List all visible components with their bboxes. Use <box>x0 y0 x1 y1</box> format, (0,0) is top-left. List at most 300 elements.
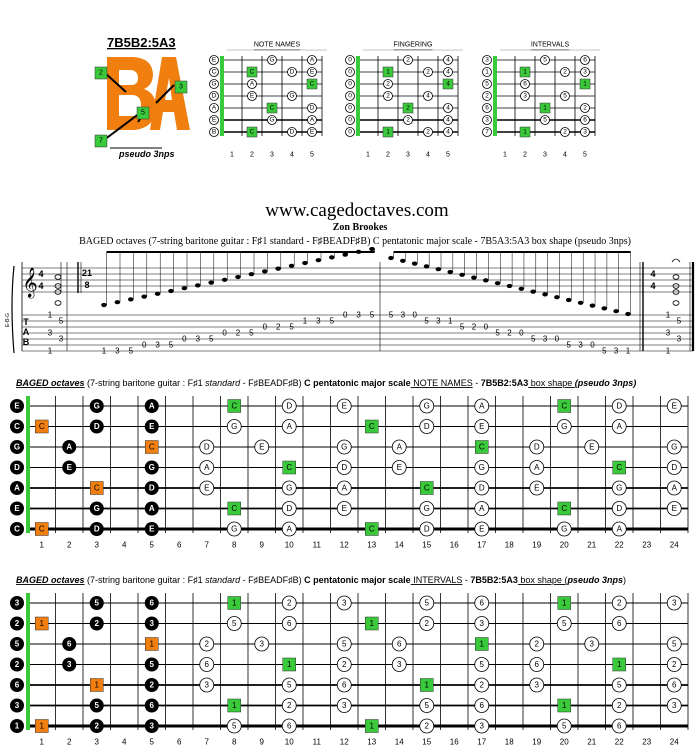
tab-digit: 1 <box>302 316 308 326</box>
note-label: G <box>231 524 238 534</box>
note-label: 6 <box>617 619 622 628</box>
tab-digit: 3 <box>47 328 53 338</box>
note-label: G <box>231 422 238 431</box>
note-label: 2 <box>94 721 99 731</box>
mini-open-label: 5 <box>485 80 489 88</box>
run-note <box>302 261 308 265</box>
tab-digit: 5 <box>329 316 335 326</box>
fretboard-title-part: box shape <box>528 378 575 388</box>
tab-digit: 0 <box>590 340 595 350</box>
mini-note-label: 2 <box>583 104 587 112</box>
run-note <box>115 300 121 304</box>
tab-digit: 0 <box>182 334 187 344</box>
fret-number: 1 <box>39 540 44 550</box>
fret-number: 11 <box>312 540 321 550</box>
note-label: G <box>341 442 348 452</box>
note-label: C <box>561 401 568 411</box>
run-note <box>182 286 188 290</box>
note-label: D <box>341 463 348 472</box>
note-label: E <box>534 483 540 493</box>
note-label: D <box>93 524 100 534</box>
open-string-label: E <box>14 504 20 513</box>
tab-digit: 5 <box>168 340 174 350</box>
note-label: E <box>66 463 72 472</box>
note-label: 1 <box>39 619 44 628</box>
run-note <box>566 298 572 302</box>
fretboard-title <box>16 575 626 585</box>
run-note <box>141 295 147 299</box>
tab-digit: 1 <box>47 346 53 356</box>
fret-number: 1 <box>39 737 44 746</box>
note-label: C <box>286 463 293 472</box>
note-label: D <box>616 401 623 411</box>
time-sig-bottom: 4 <box>650 281 656 291</box>
run-note <box>447 270 453 274</box>
note-label: 3 <box>149 721 154 731</box>
fretboard-title-part: standard <box>205 575 241 585</box>
fret-number: 2 <box>67 737 72 746</box>
run-note <box>208 281 214 285</box>
chord-note <box>673 301 679 306</box>
note-label: 2 <box>479 680 484 690</box>
system-brace <box>12 266 14 353</box>
run-note <box>483 278 489 282</box>
mini-note-label: C <box>269 104 275 112</box>
mini-note-label: 2 <box>406 104 410 112</box>
fret-number: 21 <box>587 737 597 746</box>
note-label: 3 <box>204 680 209 690</box>
run-note <box>554 295 560 299</box>
fretboard-intervals <box>10 575 688 746</box>
fret-number: 8 <box>232 540 237 550</box>
mini-note-label: 2 <box>426 68 430 76</box>
tab-digit: 0 <box>554 334 560 344</box>
open-string-label: 3 <box>14 598 20 608</box>
treble-clef: 𝄞 <box>22 267 38 297</box>
mini-title: FINGERING <box>393 41 433 49</box>
score-notation <box>5 247 693 356</box>
note-label: A <box>148 401 155 411</box>
fret-number: 12 <box>339 737 349 746</box>
run-note <box>530 290 536 294</box>
note-label: A <box>66 442 73 452</box>
note-label: D <box>671 463 678 472</box>
note-label: 6 <box>479 598 484 608</box>
chord-note <box>673 275 679 280</box>
note-label: C <box>93 483 100 493</box>
note-label: 5 <box>232 619 237 628</box>
tab-digit: 3 <box>613 346 619 356</box>
mini-open-label: B <box>211 128 217 136</box>
note-label: 1 <box>287 660 292 669</box>
note-label: C <box>38 524 45 534</box>
fretboard-title-part: (7-string baritone guitar : F♯1 <box>84 575 206 585</box>
mini-note-label: A <box>309 56 315 64</box>
note-label: 3 <box>534 680 539 690</box>
mini-note-label: 2 <box>406 56 410 64</box>
note-label: D <box>533 442 540 452</box>
fret-number: 6 <box>177 540 182 550</box>
author-name: Zon Brookes <box>332 222 388 233</box>
mini-note-label: 1 <box>523 128 527 136</box>
note-label: 5 <box>94 598 99 608</box>
run-note <box>329 255 335 259</box>
note-label: E <box>479 524 485 534</box>
mini-note-label: 3 <box>583 68 587 76</box>
tab-digit: 0 <box>262 322 268 332</box>
tab-digit: 1 <box>47 310 53 320</box>
tab-digit: 3 <box>356 310 361 320</box>
note-label: 2 <box>204 639 209 649</box>
time-sig-top: 4 <box>38 269 44 279</box>
note-label: 6 <box>534 660 539 669</box>
open-string-label: 2 <box>14 660 20 669</box>
tuning-label: E-B-G <box>5 313 11 327</box>
run-note <box>625 312 631 316</box>
note-label: A <box>341 483 347 493</box>
note-label: 5 <box>479 660 484 669</box>
note-label: 6 <box>149 598 154 608</box>
note-label: A <box>671 483 677 493</box>
fret-number: 9 <box>259 737 264 746</box>
note-label: E <box>341 401 347 411</box>
logo-badge-label: 2 <box>99 69 103 77</box>
note-label: G <box>561 422 568 431</box>
mini-open-label: E <box>211 56 217 64</box>
note-label: G <box>561 524 568 534</box>
note-label: 2 <box>94 619 99 628</box>
note-label: A <box>204 463 210 472</box>
note-label: G <box>423 504 430 513</box>
tab-letter: B <box>22 337 30 347</box>
mini-fret-number: 1 <box>366 151 370 159</box>
run-note <box>578 301 584 305</box>
fretboard-title-part: (7-string baritone guitar : F♯1 <box>84 378 206 388</box>
note-label: 6 <box>149 701 154 710</box>
mini-note-label: C <box>249 68 255 76</box>
tab-digit: 0 <box>222 328 227 338</box>
tab-digit: 3 <box>665 328 671 338</box>
mini-note-label: 2 <box>386 80 390 88</box>
fretboard-title-part: - <box>462 575 471 585</box>
shape-code: 7B5B2:5A3 <box>107 35 176 50</box>
logo-badge-label: 5 <box>141 109 145 117</box>
tab-digit: 5 <box>128 346 134 356</box>
mini-fret-number: 3 <box>406 151 410 159</box>
fret-number: 13 <box>367 540 377 550</box>
tab-digit: 3 <box>115 346 120 356</box>
tab-digit: 3 <box>676 334 682 344</box>
mini-open-label: 0 <box>348 92 352 100</box>
mini-diagrams <box>210 42 601 159</box>
note-label: 3 <box>149 619 154 628</box>
mini-fret-number: 3 <box>543 151 547 159</box>
note-label: 3 <box>259 639 264 649</box>
note-label: 2 <box>424 721 429 731</box>
note-label: A <box>616 422 622 431</box>
mini-open-label: 2 <box>485 92 489 100</box>
fret-number: 14 <box>394 737 404 746</box>
note-label: G <box>423 401 430 411</box>
time-sig2-bottom: 8 <box>84 280 90 290</box>
fret-number: 9 <box>259 540 264 550</box>
mini-fret-number: 1 <box>503 151 507 159</box>
note-label: G <box>478 463 485 472</box>
note-label: 3 <box>67 660 72 669</box>
tab-digit: 0 <box>412 310 417 320</box>
mini-note-label: A <box>249 80 255 88</box>
note-label: 6 <box>672 680 677 690</box>
mini-fret-number: 4 <box>426 151 430 159</box>
run-note <box>590 304 596 308</box>
run-note <box>471 276 477 280</box>
run-note <box>168 289 174 293</box>
run-note <box>507 284 513 288</box>
fretboard-title-part: - <box>472 378 481 388</box>
fretboard-title-part: (pseudo 3nps) <box>574 378 637 388</box>
note-label: 6 <box>342 680 347 690</box>
tab-digit: 2 <box>507 328 512 338</box>
note-label: 5 <box>562 721 567 731</box>
note-label: 6 <box>479 701 484 710</box>
note-label: D <box>286 504 293 513</box>
tab-digit: 5 <box>249 328 254 338</box>
tab-digit: 3 <box>436 316 441 326</box>
note-label: D <box>148 483 155 493</box>
note-label: G <box>616 483 623 493</box>
note-label: A <box>286 422 292 431</box>
fret-number: 7 <box>204 540 209 550</box>
mini-note-label: 6 <box>583 56 587 64</box>
fret-number: 16 <box>449 737 459 746</box>
run-note <box>459 273 465 277</box>
time-sig2-top: 21 <box>81 268 93 278</box>
tab-digit: 5 <box>208 334 214 344</box>
fret-number: 10 <box>284 737 294 746</box>
fretboard-title-part: BAGED octaves <box>16 378 85 388</box>
tab-digit: 5 <box>388 310 394 320</box>
run-note <box>602 306 608 310</box>
score-subtitle: BAGED octaves (7-string baritone guitar : F♯1 standard - F♯BEADF♯B) C pentatonic major scale - 7B5A3:5A3 box shape (pseudo 3nps) <box>79 236 631 247</box>
open-string-label: 5 <box>14 639 20 649</box>
open-string-label: 1 <box>14 721 20 731</box>
mini-note-label: 2 <box>386 92 390 100</box>
time-sig-top: 4 <box>650 269 656 279</box>
fretboard-title-part: 7B5B2:5A3 <box>480 378 529 388</box>
mini-fret-number: 5 <box>583 151 587 159</box>
mini-note-label: 4 <box>446 68 450 76</box>
note-label: 6 <box>287 721 292 731</box>
mini-note-label: 4 <box>446 80 450 88</box>
note-label: G <box>286 483 293 493</box>
fret-number: 15 <box>422 737 432 746</box>
fermata <box>672 259 680 262</box>
fret-number: 8 <box>232 737 237 746</box>
run-note <box>101 303 107 307</box>
note-label: D <box>616 504 623 513</box>
mini-note-label: 4 <box>446 128 450 136</box>
fret-number: 18 <box>504 540 514 550</box>
mini-note-label: 5 <box>543 56 547 64</box>
note-label: 2 <box>424 619 429 628</box>
mini-note-label: A <box>309 116 315 124</box>
note-label: 2 <box>534 639 539 649</box>
mini-fret-number: 1 <box>230 151 234 159</box>
open-string-label: 3 <box>14 701 20 710</box>
note-label: A <box>616 524 622 534</box>
note-label: 2 <box>617 701 622 710</box>
note-label: E <box>341 504 347 513</box>
run-note <box>412 262 418 266</box>
tab-digit: 5 <box>424 316 429 326</box>
tab-digit: 3 <box>578 340 583 350</box>
note-label: A <box>286 524 292 534</box>
run-note <box>519 287 525 291</box>
open-string-label: D <box>14 463 20 472</box>
fret-number: 5 <box>149 540 154 550</box>
run-note <box>275 267 281 271</box>
note-label: C <box>561 504 568 513</box>
mini-note-label: D <box>309 104 315 112</box>
mini-fret-number: 2 <box>386 151 390 159</box>
mini-open-label: D <box>211 92 217 100</box>
mini-fret-number: 2 <box>523 151 527 159</box>
mini-note-label: 2 <box>406 116 410 124</box>
note-label: G <box>93 401 100 411</box>
run-note <box>155 292 161 296</box>
fret-number: 17 <box>477 540 487 550</box>
fret-number: 20 <box>559 737 569 746</box>
fret-number: 15 <box>422 540 432 550</box>
tab-digit: 3 <box>155 340 160 350</box>
note-label: G <box>671 442 678 452</box>
mini-note-label: 1 <box>386 128 390 136</box>
mini-note-label: 2 <box>563 68 567 76</box>
tab-digit: 0 <box>519 328 524 338</box>
note-label: 5 <box>562 619 567 628</box>
fret-number: 7 <box>204 737 209 746</box>
fretboard-title <box>16 378 636 388</box>
run-note <box>289 264 295 268</box>
mini-open-label: A <box>211 104 217 112</box>
mini-fret-number: 2 <box>250 151 254 159</box>
fretboard-title-part: - F♯BEADF♯B) <box>240 378 305 388</box>
note-label: 3 <box>672 701 677 710</box>
fret-number: 2 <box>67 540 72 550</box>
tab-letter: A <box>22 327 30 337</box>
note-label: 6 <box>397 639 402 649</box>
note-label: 1 <box>617 660 622 669</box>
note-label: 6 <box>204 660 209 669</box>
fretboard-title-part: box shape ( <box>517 575 568 585</box>
open-string-label: C <box>14 422 20 431</box>
note-label: E <box>396 463 402 472</box>
note-label: C <box>423 483 430 493</box>
note-label: D <box>423 422 430 431</box>
tab-digit: 0 <box>141 340 147 350</box>
tab-digit: 3 <box>400 310 406 320</box>
mini-fret-number: 4 <box>563 151 567 159</box>
fretboard-title-part: INTERVALS <box>410 575 463 585</box>
note-label: 1 <box>94 680 99 690</box>
mini-open-label: 6 <box>485 104 489 112</box>
note-label: 5 <box>149 660 154 669</box>
note-label: G <box>148 463 155 472</box>
note-label: D <box>286 401 293 411</box>
note-label: 1 <box>562 598 567 608</box>
note-label: E <box>671 504 677 513</box>
tab-digit: 5 <box>530 334 536 344</box>
run-note <box>436 267 442 271</box>
run-note <box>495 281 501 285</box>
note-label: 5 <box>617 680 622 690</box>
run-note <box>222 278 228 282</box>
tab-digit: 3 <box>58 334 64 344</box>
open-string-label: E <box>14 401 20 411</box>
fret-number: 5 <box>149 737 154 746</box>
mini-note-label: C <box>309 80 315 88</box>
note-label: C <box>368 524 375 534</box>
note-label: E <box>589 442 595 452</box>
run-note <box>262 269 268 273</box>
mini-note-label: 4 <box>446 104 450 112</box>
fret-number: 22 <box>614 540 624 550</box>
mini-title: NOTE NAMES <box>253 41 301 49</box>
note-label: E <box>204 483 210 493</box>
mini-fret-number: 5 <box>310 151 314 159</box>
fret-number: 14 <box>394 540 404 550</box>
mini-note-label: 4 <box>426 92 430 100</box>
note-label: 5 <box>287 680 292 690</box>
tab-digit: 1 <box>625 346 631 356</box>
fret-number: 4 <box>122 540 127 550</box>
fret-number: 22 <box>614 737 624 746</box>
note-label: 1 <box>232 701 237 710</box>
note-label: D <box>93 422 100 431</box>
run-note <box>316 258 322 262</box>
note-label: 1 <box>369 619 374 628</box>
mini-open-label: 0 <box>348 128 352 136</box>
mini-note-label: E <box>309 68 315 76</box>
note-label: C <box>616 463 623 472</box>
note-label: 1 <box>39 721 44 731</box>
fret-number: 23 <box>642 737 652 746</box>
tab-digit: 5 <box>289 322 294 332</box>
tab-digit: 5 <box>495 328 500 338</box>
open-string-label: 6 <box>14 680 20 690</box>
note-label: C <box>231 504 238 513</box>
note-label: 5 <box>424 598 429 608</box>
note-label: 2 <box>342 660 347 669</box>
run-note <box>424 264 430 268</box>
note-label: 2 <box>287 598 292 608</box>
mini-note-label: 2 <box>563 128 567 136</box>
mini-note-label: 3 <box>523 92 527 100</box>
note-label: 1 <box>369 721 374 731</box>
note-label: A <box>479 504 485 513</box>
run-note <box>388 256 394 260</box>
note-label: E <box>149 422 155 431</box>
mini-note-label: 4 <box>446 116 450 124</box>
fretboard-title-part: BAGED octaves <box>16 575 85 585</box>
tab-digit: 5 <box>676 316 682 326</box>
tab-digit: 2 <box>235 328 241 338</box>
fret-number: 24 <box>669 737 679 746</box>
time-sig-bottom: 4 <box>38 281 44 291</box>
note-label: E <box>479 422 485 431</box>
note-label: 5 <box>342 639 347 649</box>
mini-note-label: D <box>289 128 295 136</box>
